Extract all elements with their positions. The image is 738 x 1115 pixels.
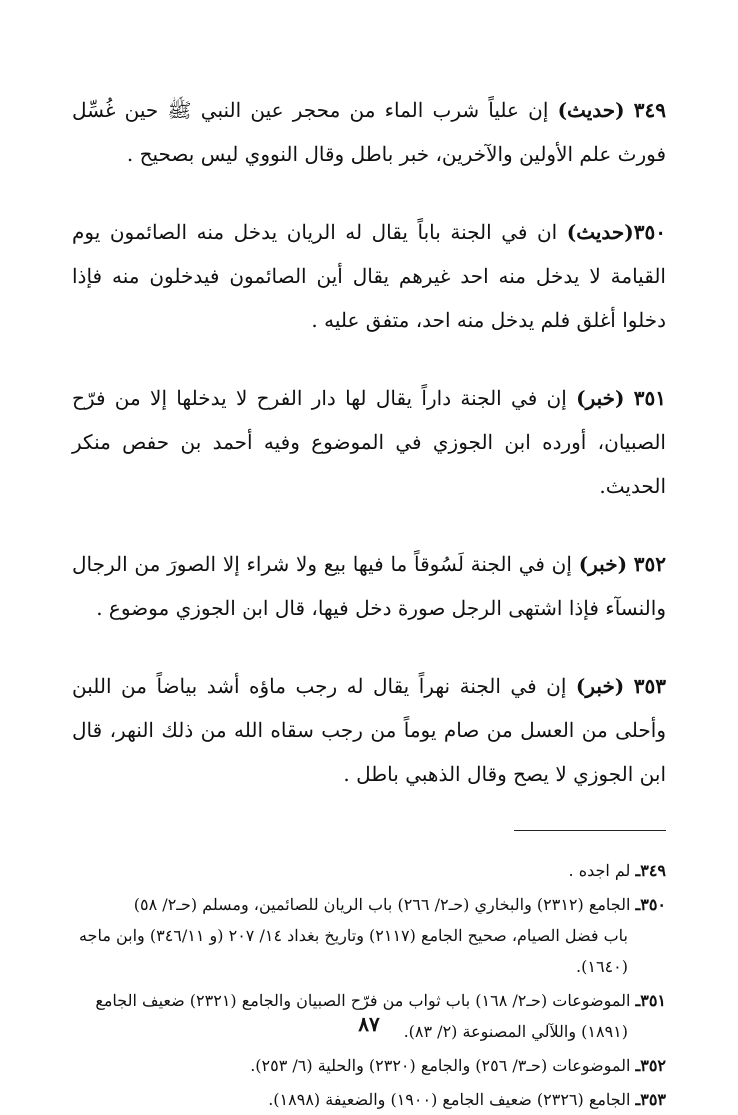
footnote-number: ٣٥٣ـ xyxy=(635,1090,666,1109)
footnote-divider xyxy=(514,830,666,831)
entry-text: إن علياً شرب الماء من محجر عين النبي ﷺ حين غُسِّل فورث علم الأولين والآخرين، خبر باطل وقال النووي ليس بصحيح . xyxy=(72,98,666,166)
entry-number: ٣٥٢ xyxy=(633,552,667,576)
page-number: ٨٧ xyxy=(358,1012,380,1036)
entry-text: إن في الجنة نهراً يقال له رجب ماؤه أشد بياضاً من اللبن وأحلى من العسل من صام يوماً من رجب سقاه الله من ذلك النهر، قال ابن الجوزي لا يصح وقال الذهبي باطل . xyxy=(72,674,666,786)
entry-text: إن في الجنة داراً يقال لها دار الفرح لا يدخلها إلا من فرّح الصبيان، أورده ابن الجوزي في الموضوع وفيه أحمد بن حفص منكر الحديث. xyxy=(72,386,666,498)
entry-tag: (خبر) xyxy=(576,386,625,410)
footnotes xyxy=(72,855,666,1115)
entry-tag: (حديث) xyxy=(566,220,634,244)
entry-number: ٣٥٠ xyxy=(633,220,666,244)
entry-number: ٣٥١ xyxy=(633,386,667,410)
footnote-text: الجامع (٢٣٢٦) ضعيف الجامع (١٩٠٠) والضعيفة (١٨٩٨). xyxy=(268,1090,631,1109)
footnote-number: ٣٥٢ـ xyxy=(635,1056,666,1075)
footnote-text: الموضوعات (حـ٣/ ٢٥٦) والجامع (٢٣٢٠) والحلية (٦/ ٢٥٣). xyxy=(250,1056,631,1075)
entry-text: إن في الجنة لَسُوقاً ما فيها بيع ولا شراء إلا الصورَ من الرجال والنسآء فإذا اشتهى الرجل صورة دخل فيها، قال ابن الجوزي موضوع . xyxy=(72,552,666,620)
entry-350 xyxy=(72,210,666,342)
footnote-continuation: (١٨٩١) واللآلي المصنوعة (٢/ ٨٣). xyxy=(403,1022,628,1041)
footnote-text: الموضوعات (حـ٢/ ١٦٨) باب ثواب من فرّح الصبيان والجامع (٢٣٢١) ضعيف الجامع xyxy=(95,991,631,1010)
footnote-number: ٣٤٩ـ xyxy=(635,861,666,880)
entry-353 xyxy=(72,664,666,796)
footnote-352 xyxy=(72,1050,666,1081)
footnote-text: الجامع (٢٣١٢) والبخاري (حـ٢/ ٢٦٦) باب الريان للصائمين، ومسلم (حـ٢/ ٥٨) xyxy=(133,895,631,914)
footnote-353 xyxy=(72,1084,666,1115)
entry-text: ان في الجنة باباً يقال له الريان يدخل منه الصائمون يوم القيامة لا يدخل منه احد غيرهم يقال أين الصائمون فيدخلون منه فإذا دخلوا أغلق فلم يدخل منه احد، متفق عليه . xyxy=(72,220,666,332)
entry-tag: (حديث) xyxy=(557,98,625,122)
footnote-text: لم اجده . xyxy=(568,861,631,880)
entry-349 xyxy=(72,88,666,176)
footnote-349 xyxy=(72,855,666,886)
entry-tag: (خبر) xyxy=(575,674,625,698)
entry-number: ٣٥٣ xyxy=(633,674,666,698)
footnote-number: ٣٥٠ـ xyxy=(635,895,666,914)
entry-351 xyxy=(72,376,666,508)
footnote-continuation: باب فضل الصيام، صحيح الجامع (٢١١٧) وتاريخ بغداد ١٤/ ٢٠٧ (و ٣٤٦/١١) وابن ماجه (١٦٤٠). xyxy=(78,926,628,976)
entry-352 xyxy=(72,542,666,630)
entry-number: ٣٤٩ xyxy=(633,98,667,122)
footnote-number: ٣٥١ـ xyxy=(635,991,666,1010)
entry-tag: (خبر) xyxy=(578,552,628,576)
footnote-350 xyxy=(72,889,666,982)
